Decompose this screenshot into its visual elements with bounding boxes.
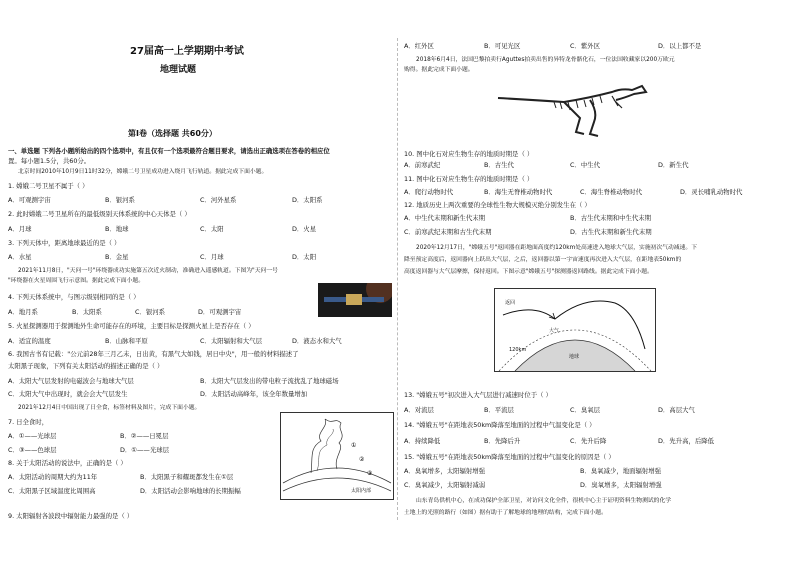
svg-text:③: ③: [367, 470, 373, 477]
figure-label: 太阳内部: [351, 488, 372, 494]
svg-text:①: ①: [351, 442, 357, 449]
option[interactable]: D．臭氧增多，太阳辐射增强: [580, 481, 662, 489]
question-stem: 9. 太阳辐射各波段中辐射能力最强的是（ ）: [8, 512, 134, 520]
passage-line: 2021年11月8日，"天问一号"环绕器成功实施第五次近火制动，准确进入遥感轨道。下图为"天问一号: [18, 268, 278, 274]
option[interactable]: A．水星: [8, 253, 32, 261]
option[interactable]: C．月球: [200, 253, 224, 261]
passage-line: "环绕器在火星周围飞行示意图。据此完成下面小题。: [8, 278, 144, 284]
question-stem: 14. "嫦娥五号"在距地表50km降落至地面的过程中气温变化是（ ）: [404, 421, 596, 429]
option[interactable]: C．③——色球层: [8, 446, 57, 454]
option[interactable]: D．①——光球层: [120, 446, 169, 454]
option[interactable]: C．先升后降: [570, 437, 607, 445]
question-stem: 2. 此时嫦娥二号卫星所在的最低级别天体系统的中心天体是（ ）: [8, 210, 191, 218]
passage-line: 2018年6月4日，法国巴黎拍卖行Aguttes拍卖出售的异特龙骨骼化石，一位法国收藏家以200万欧元: [416, 57, 675, 63]
passage-line: 降至预定高度后，返回器向上跃出大气层，之后，返回器以第一宇宙速度再次进入大气层，在距地表50km的: [404, 257, 682, 263]
option[interactable]: D．太阳活动会影响地球的长期振幅: [140, 487, 241, 495]
option[interactable]: D．古生代末期和新生代末期: [570, 228, 652, 236]
option[interactable]: B．地球: [105, 225, 129, 233]
passage-line: 北京时间2010年10月9日11时32分，嫦娥二号卫星成功进入绕月飞行轨道。据此完成下面小题。: [18, 169, 268, 175]
sun-layers-figure: [280, 412, 394, 500]
question-stem: 12. 地质历史上两次重要的全球性生物大规模灭绝分别发生在（ ）: [404, 201, 591, 209]
option[interactable]: D．火星: [292, 225, 317, 233]
option[interactable]: C．太阳: [200, 225, 224, 233]
option[interactable]: A．臭氧增多，太阳辐射增强: [404, 467, 486, 475]
option[interactable]: B．先降后升: [484, 437, 521, 445]
option[interactable]: A．对流层: [404, 406, 434, 414]
option[interactable]: C．银河系: [135, 308, 166, 316]
option[interactable]: A．前寒武纪: [404, 161, 441, 169]
option[interactable]: A．爬行动物时代: [404, 188, 454, 196]
figure-label: 返回: [505, 300, 516, 306]
option[interactable]: A．太阳活动的周期大约为11年: [8, 473, 98, 481]
question-stem: 15. "嫦娥五号"在距地表50km降落至地面的过程中气温变化的原因是（ ）: [404, 453, 615, 461]
option[interactable]: C．臭氧层: [570, 406, 601, 414]
mars-orbiter-image: [318, 283, 392, 317]
instructions-line: 一、单选题 下列各小题所给出的四个选项中，有且仅有一个选项最符合题目要求，请选出正确选项在答卷的相应位: [8, 147, 330, 155]
reentry-trajectory-figure: [494, 288, 656, 372]
option[interactable]: D．可观测宇宙: [198, 308, 242, 316]
option[interactable]: C．紫外区: [570, 42, 601, 50]
question-stem: 11. 图中化石对应生物生存的地质时期是（ ）: [404, 175, 534, 183]
option[interactable]: A．适宜的温度: [8, 337, 51, 345]
exam-title: 27届高一上学期期中考试: [130, 46, 244, 57]
option[interactable]: A．红外区: [404, 42, 434, 50]
question-stem: 10. 图中化石对应生物生存的地质时期是（ ）: [404, 150, 534, 158]
option[interactable]: A．地月系: [8, 308, 38, 316]
svg-text:②: ②: [359, 456, 365, 463]
option[interactable]: A．①——光球层: [8, 432, 57, 440]
option[interactable]: D．液态水和大气: [292, 337, 342, 345]
option[interactable]: B．太阳黑子和耀斑都发生在①层: [140, 473, 234, 481]
option[interactable]: B．平流层: [484, 406, 514, 414]
option[interactable]: B．可见光区: [484, 42, 521, 50]
option[interactable]: B．山脉和平原: [105, 337, 148, 345]
option[interactable]: C．河外星系: [200, 196, 237, 204]
option[interactable]: D．以上都不是: [658, 42, 702, 50]
passage-line: 2021年12月4日中国出现了日全食，标签材料及图片，完成下面小题。: [18, 405, 201, 411]
option[interactable]: C．海生脊椎动物时代: [580, 188, 642, 196]
question-stem: 5. 火星探测器用于探测地外生命可能存在的环境，主要目标是探测火星上是否存在（ ）: [8, 322, 255, 330]
option[interactable]: A．中生代末期和新生代末期: [404, 214, 486, 222]
option[interactable]: D．先升高，后降低: [658, 437, 715, 445]
exam-subtitle: 地理试题: [160, 65, 197, 75]
option[interactable]: B．古生代: [484, 161, 514, 169]
option[interactable]: D．灵长哺乳动物时代: [680, 188, 743, 196]
passage-line: 山东青岛供机中心，在成功保护全部卫星，对访问文化全件，很机中心主于证明资料生物测试的化学: [416, 498, 672, 504]
option[interactable]: B．银河系: [105, 196, 135, 204]
option[interactable]: D．太阳系: [292, 196, 323, 204]
passage-line: 6. 我国古书有记载："公元前28年三月乙未，日出黄，有黑气大如钱，居日中央"，用一般的材料描述了: [8, 350, 299, 358]
question-stem: 7. 日全食时，: [8, 418, 49, 426]
option[interactable]: C．臭氧减少，太阳辐射减弱: [404, 481, 486, 489]
option[interactable]: B．金星: [105, 253, 129, 261]
dinosaur-skeleton-image: [494, 78, 654, 140]
option[interactable]: A．太阳大气层发射的电磁波会与地球大气层: [8, 377, 134, 385]
option[interactable]: B．海生无脊椎动物时代: [484, 188, 553, 196]
question-stem: 4. 下列天体系统中，与图示级别相同的是（ ）: [8, 293, 140, 301]
option[interactable]: C．中生代: [570, 161, 601, 169]
option[interactable]: D．太阳: [292, 253, 317, 261]
option[interactable]: A．可观测宇宙: [8, 196, 51, 204]
option[interactable]: D．新生代: [658, 161, 689, 169]
option[interactable]: B．太阳系: [72, 308, 102, 316]
option[interactable]: B．太阳大气层发出的带电粒子流扰乱了地球磁场: [200, 377, 339, 385]
passage-line: 太阳黑子现象，下列有关太阳活动的描述正确的是（ ）: [8, 362, 164, 370]
section-title: 第Ⅰ卷（选择题 共60分）: [128, 129, 217, 138]
option[interactable]: A．月球: [8, 225, 32, 233]
passage-line: 土地上的光照的路行（如图）据有助于了解地球的地理的结构，完成下面小题。: [404, 510, 607, 516]
column-divider: [397, 38, 398, 520]
option[interactable]: B．臭氧减少，地面辐射增强: [580, 467, 662, 475]
figure-label: 120km: [509, 347, 527, 353]
option[interactable]: C．太阳大气中出现时，就会会大气层发生: [8, 390, 128, 398]
question-stem: 13. "嫦娥五号"初次进入大气层进行减速时位于（ ）: [404, 391, 552, 399]
question-stem: 8. 关于太阳活动的说法中，正确的是（ ）: [8, 459, 127, 467]
option[interactable]: B．②——日冕层: [120, 432, 169, 440]
question-stem: 3. 下列天体中，距离地球最近的是（ ）: [8, 239, 121, 247]
option[interactable]: D．太阳活动高峰年，该全年数量增加: [200, 390, 308, 398]
passage-line: 购得。据此完成下面小题。: [404, 67, 474, 73]
option[interactable]: B．古生代末期和中生代末期: [570, 214, 652, 222]
instructions-line: 置。每小题1.5分，共60分。: [8, 157, 91, 165]
figure-label: 地球: [569, 354, 580, 360]
option[interactable]: C．前寒武纪末期和古生代末期: [404, 228, 492, 236]
passage-line: 高度返回器与大气层摩擦，保持返回。下图示意"嫦娥五号"探测器返回路线。据此完成下面小题。: [404, 269, 653, 275]
figure-label: 大气: [549, 328, 560, 334]
question-stem: 1. 嫦娥二号卫星不属于（ ）: [8, 182, 89, 190]
option[interactable]: D．高层大气: [658, 406, 695, 414]
option[interactable]: C．太阳辐射和大气层: [200, 337, 262, 345]
option[interactable]: C．太阳黑子区域温度比周围高: [8, 487, 96, 495]
option[interactable]: A．持续降低: [404, 437, 441, 445]
passage-line: 2020年12月17日，"嫦娥五号"返回器在距地面高度约120km处高速进入地球大气层，实施初次气动减速。下: [416, 245, 697, 251]
